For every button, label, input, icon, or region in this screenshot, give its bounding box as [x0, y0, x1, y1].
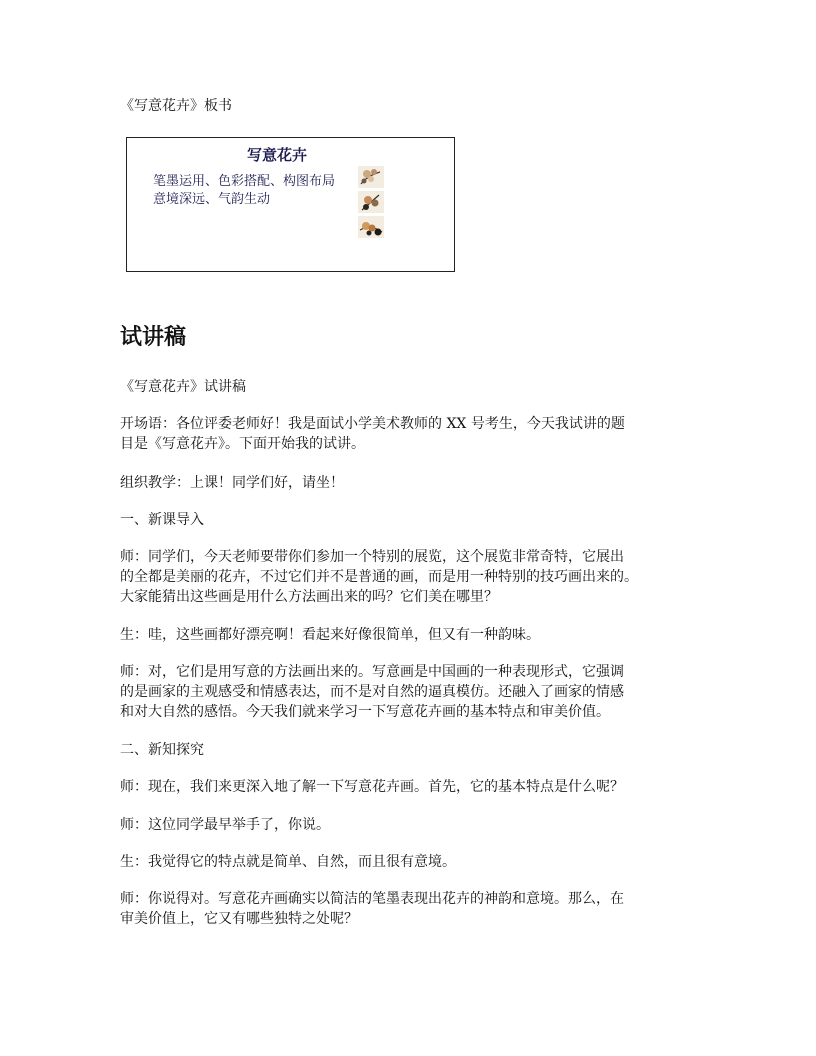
flower-painting-icon — [358, 191, 384, 213]
blackboard-design — [126, 137, 455, 272]
paragraph-line: 师：这位同学最早举手了，你说。 — [120, 817, 330, 833]
section-heading: 一、新课导入 — [120, 512, 204, 528]
paragraph-line: 目是《写意花卉》。下面开始我的试讲。 — [120, 436, 365, 452]
board-line-2: 意境深远、气韵生动 — [153, 192, 271, 207]
section-heading: 二、新知探究 — [120, 742, 204, 758]
paragraph-line: 师：现在，我们来更深入地了解一下写意花卉画。首先，它的基本特点是什么呢？ — [120, 779, 624, 795]
paragraph-line: 审美价值上，它又有哪些独特之处呢？ — [120, 911, 358, 927]
paragraph-line: 大家能猜出这些画是用什么方法画出来的吗？它们美在哪里？ — [120, 589, 498, 605]
board-line-1: 笔墨运用、色彩搭配、构图布局 — [153, 174, 336, 189]
paragraph-line: 的全都是美丽的花卉，不过它们并不是普通的画，而是用一种特别的技巧画出来的。 — [120, 569, 638, 585]
flower-painting-icon — [358, 216, 384, 238]
paragraph-line: 师：同学们，今天老师要带你们参加一个特别的展览，这个展览非常奇特，它展出 — [120, 549, 624, 565]
flower-painting-icon — [358, 166, 384, 188]
paragraph-line: 和对大自然的感悟。今天我们就来学习一下写意花卉画的基本特点和审美价值。 — [120, 704, 610, 720]
paragraph-line: 开场语：各位评委老师好！我是面试小学美术教师的 XX 号考生，今天我试讲的题 — [120, 416, 625, 432]
page-heading: 试讲稿 — [120, 325, 187, 350]
subtitle: 《写意花卉》试讲稿 — [120, 379, 246, 395]
paragraph-line: 师：对，它们是用写意的方法画出来的。写意画是中国画的一种表现形式，它强调 — [120, 664, 624, 680]
paragraph-line: 组织教学：上课！同学们好，请坐！ — [120, 475, 344, 491]
paragraph-line: 的是画家的主观感受和情感表达，而不是对自然的逼真模仿。还融入了画家的情感 — [120, 684, 624, 700]
board-title: 写意花卉 — [246, 146, 307, 164]
paragraph-line: 生：哇，这些画都好漂亮啊！看起来好像很简单，但又有一种韵味。 — [120, 627, 540, 643]
paragraph-line: 生：我觉得它的特点就是简单、自然，而且很有意境。 — [120, 854, 456, 870]
board-caption: 《写意花卉》板书 — [120, 98, 232, 114]
paragraph-line: 师：你说得对。写意花卉画确实以简洁的笔墨表现出花卉的神韵和意境。那么，在 — [120, 891, 624, 907]
